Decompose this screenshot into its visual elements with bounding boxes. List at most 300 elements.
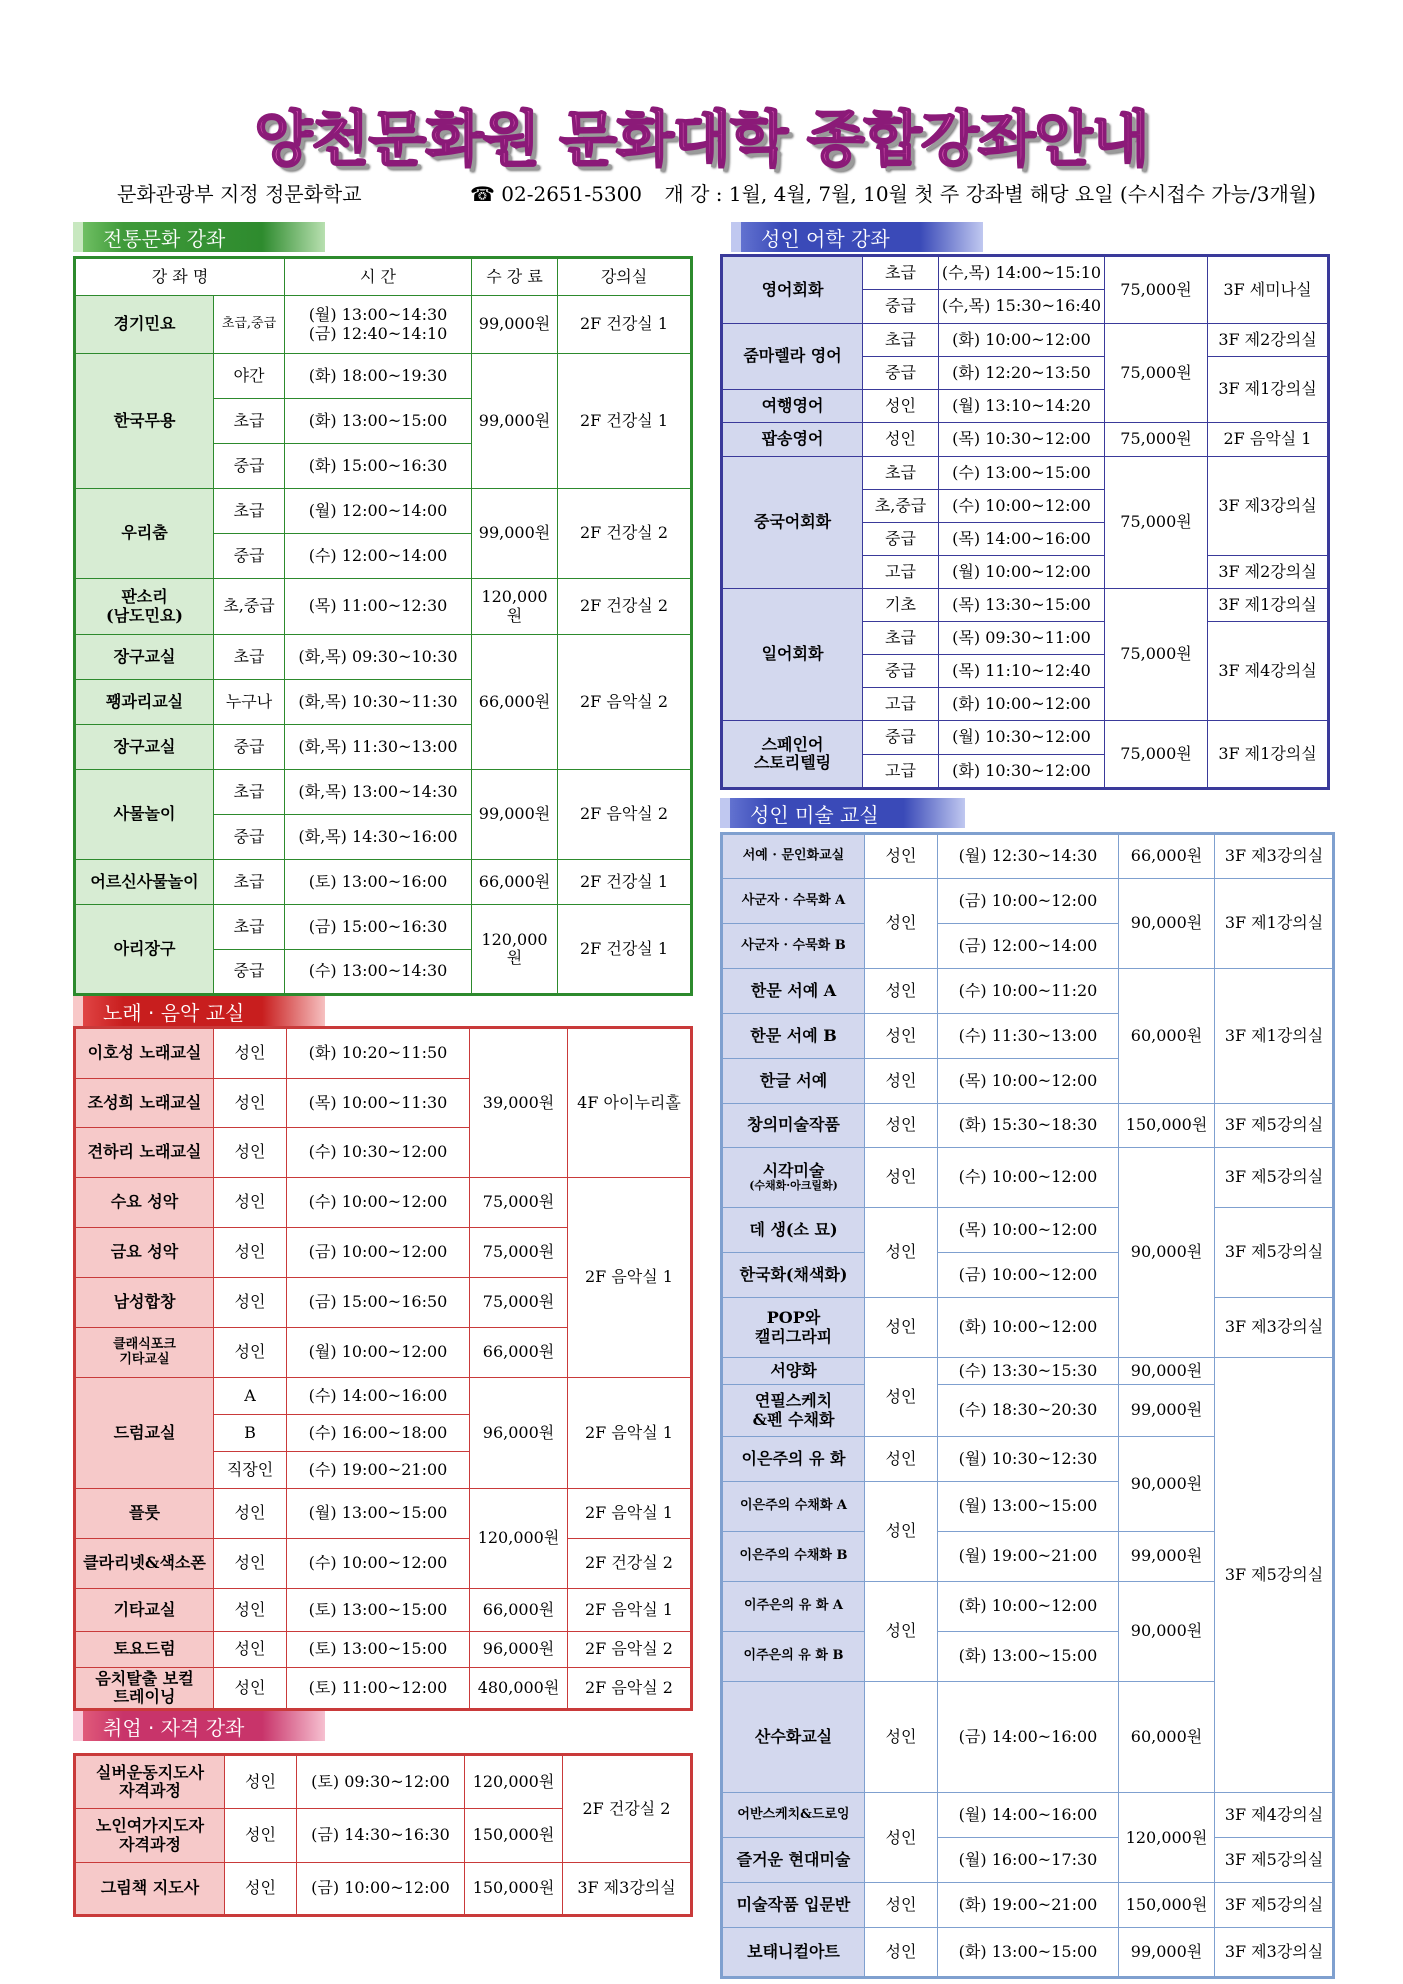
course-fee: 99,000원: [1119, 1385, 1215, 1437]
course-name: 일어회화: [722, 589, 863, 721]
course-name: 어반스케치&드로잉: [722, 1793, 865, 1838]
course-level: 누구나: [214, 680, 285, 725]
course-time: (화) 18:00~19:30: [285, 354, 472, 399]
course-level: B: [214, 1415, 287, 1452]
course-level: 초급: [214, 905, 285, 950]
course-level: 성인: [214, 1278, 287, 1328]
course-level: 성인: [214, 1489, 287, 1539]
course-name: 클라리넷&색소폰: [75, 1539, 214, 1589]
course-time: (화) 12:20~13:50: [939, 357, 1105, 390]
course-name: 플룻: [75, 1489, 214, 1539]
course-room: 2F 건강실 2: [563, 1755, 692, 1863]
course-time: (목) 14:00~16:00: [939, 523, 1105, 556]
course-time: (화) 10:20~11:50: [287, 1028, 470, 1079]
course-name: 판소리 (남도민요): [75, 579, 214, 635]
course-time: (월) 10:30~12:00: [939, 721, 1105, 755]
course-name: 사군자 · 수묵화 B: [722, 924, 865, 969]
course-room: 2F 건강실 1: [558, 860, 692, 905]
course-room: 3F 제1강의실: [1215, 969, 1334, 1104]
course-fee: 75,000원: [1105, 256, 1208, 324]
course-time: (수) 10:00~12:00: [287, 1539, 470, 1589]
course-level: 중급: [863, 523, 939, 556]
table-header-row: [75, 258, 692, 296]
course-time: (화,목) 11:30~13:00: [285, 725, 472, 770]
course-room: 2F 음악실 1: [568, 1178, 692, 1378]
course-name: 장구교실: [75, 725, 214, 770]
table-row: [75, 1178, 692, 1228]
course-fee: 120,000원: [472, 579, 558, 635]
course-time: (화,목) 10:30~11:30: [285, 680, 472, 725]
table-row: [75, 1632, 692, 1668]
table-row: [75, 1539, 692, 1589]
course-name: 경기민요: [75, 296, 214, 354]
course-fee: 90,000원: [1119, 1437, 1215, 1532]
course-fee: 96,000원: [470, 1632, 568, 1668]
course-level: 중급: [214, 534, 285, 579]
course-fee: 39,000원: [470, 1028, 568, 1178]
table-row: [75, 579, 692, 635]
language-section-header: 성인 어학 강좌: [731, 222, 983, 252]
course-fee: 90,000원: [1119, 1148, 1215, 1358]
course-name: POP와 캘리그라피: [722, 1298, 865, 1358]
course-time: (월) 19:00~21:00: [938, 1532, 1119, 1582]
course-time: (수) 10:00~12:00: [287, 1178, 470, 1228]
course-room: 2F 건강실 2: [558, 579, 692, 635]
course-fee: 75,000원: [1105, 423, 1208, 457]
course-level: 성인: [214, 1178, 287, 1228]
course-time: (토) 13:00~15:00: [287, 1589, 470, 1632]
course-time: (화,목) 14:30~16:00: [285, 815, 472, 860]
course-time: (화) 10:00~12:00: [938, 1582, 1119, 1632]
course-name: 꽹과리교실: [75, 680, 214, 725]
course-fee: 90,000원: [1119, 1358, 1215, 1385]
course-fee: 66,000원: [470, 1328, 568, 1378]
course-fee: 60,000원: [1119, 969, 1215, 1104]
table-row: [722, 1793, 1334, 1838]
career-table: [73, 1753, 693, 1917]
course-time: (화) 19:00~21:00: [938, 1883, 1119, 1928]
course-time: (화) 10:30~12:00: [939, 755, 1105, 789]
course-level: 중급: [214, 815, 285, 860]
course-room: 3F 제3강의실: [1208, 457, 1329, 556]
course-name: 줌마렐라 영어: [722, 324, 863, 390]
music-section-header: 노래 · 음악 교실: [73, 996, 325, 1026]
course-time: (수) 16:00~18:00: [287, 1415, 470, 1452]
course-name: 조성희 노래교실: [75, 1079, 214, 1128]
course-time: (월) 12:00~14:00: [285, 489, 472, 534]
course-level: 초,중급: [214, 579, 285, 635]
table-row: [722, 256, 1329, 290]
art-table: [720, 832, 1335, 1979]
course-level: 성인: [865, 1582, 938, 1682]
course-level: 성인: [865, 1148, 938, 1208]
course-time: (수) 11:30~13:00: [938, 1014, 1119, 1059]
course-time: (화) 10:00~12:00: [939, 688, 1105, 721]
course-name: 여행영어: [722, 390, 863, 423]
course-fee: 480,000원: [470, 1668, 568, 1710]
course-level: 성인: [865, 1358, 938, 1437]
contact-and-schedule: [470, 178, 1316, 207]
course-level: 성인: [214, 1589, 287, 1632]
course-level: 성인: [865, 1208, 938, 1298]
course-fee: 66,000원: [472, 635, 558, 770]
table-row: [722, 1208, 1334, 1253]
table-row: [722, 589, 1329, 622]
table-row: [722, 1298, 1334, 1358]
course-name: 사군자 · 수묵화 A: [722, 879, 865, 924]
course-time: (목) 13:30~15:00: [939, 589, 1105, 622]
course-name: 시각미술 (수채화·아크릴화): [722, 1148, 865, 1208]
course-level: 성인: [865, 1014, 938, 1059]
course-fee: 75,000원: [1105, 324, 1208, 423]
course-name: 이호성 노래교실: [75, 1028, 214, 1079]
course-time: (수) 13:00~14:30: [285, 950, 472, 995]
course-room: 2F 건강실 2: [558, 489, 692, 579]
course-level: 성인: [865, 1104, 938, 1148]
course-name: 드럼교실: [75, 1378, 214, 1489]
table-row: [722, 324, 1329, 357]
course-room: 3F 제5강의실: [1215, 1838, 1334, 1883]
table-row: [75, 1489, 692, 1539]
column-header: 시 간: [285, 258, 472, 296]
course-level: 직장인: [214, 1452, 287, 1489]
course-name: 서양화: [722, 1358, 865, 1385]
course-room: 3F 제1강의실: [1208, 721, 1329, 789]
course-level: 성인: [865, 834, 938, 879]
table-row: [75, 354, 692, 399]
course-level: 초급,중급: [214, 296, 285, 354]
course-fee: 75,000원: [1105, 457, 1208, 589]
course-time: (화) 13:00~15:00: [938, 1928, 1119, 1978]
course-name: 음치탈출 보컬 트레이닝: [75, 1668, 214, 1710]
course-fee: 99,000원: [472, 489, 558, 579]
table-row: [75, 489, 692, 534]
course-level: 고급: [863, 556, 939, 589]
course-room: 3F 제4강의실: [1208, 622, 1329, 721]
course-name: 즐거운 현대미술: [722, 1838, 865, 1883]
course-level: 중급: [214, 725, 285, 770]
course-fee: 66,000원: [1119, 834, 1215, 879]
course-fee: 75,000원: [1105, 589, 1208, 721]
table-row: [722, 1148, 1334, 1208]
course-fee: 90,000원: [1119, 879, 1215, 969]
course-room: 2F 음악실 2: [558, 770, 692, 860]
course-room: 3F 제5강의실: [1215, 1358, 1334, 1793]
course-room: 3F 제3강의실: [563, 1863, 692, 1916]
course-name: 한국화(채색화): [722, 1253, 865, 1298]
course-level: 야간: [214, 354, 285, 399]
course-time: (월) 16:00~17:30: [938, 1838, 1119, 1883]
course-room: 2F 건강실 1: [558, 296, 692, 354]
course-time: (수) 14:00~16:00: [287, 1378, 470, 1415]
course-room: 2F 음악실 1: [1208, 423, 1329, 457]
table-row: [722, 879, 1334, 924]
course-time: (금) 15:00~16:30: [285, 905, 472, 950]
course-time: (수) 12:00~14:00: [285, 534, 472, 579]
course-level: 성인: [214, 1028, 287, 1079]
course-level: 성인: [863, 390, 939, 423]
course-level: 초급: [214, 399, 285, 444]
course-name: 한문 서예 A: [722, 969, 865, 1014]
course-time: (금) 12:00~14:00: [938, 924, 1119, 969]
course-room: 2F 음악실 1: [568, 1589, 692, 1632]
course-fee: 66,000원: [472, 860, 558, 905]
course-level: 초급: [214, 770, 285, 815]
course-fee: 120,000원: [470, 1489, 568, 1589]
course-name: 데 생(소 묘): [722, 1208, 865, 1253]
course-room: 3F 제1강의실: [1215, 879, 1334, 969]
course-level: 성인: [225, 1863, 297, 1916]
course-name: 이은주의 수채화 B: [722, 1532, 865, 1582]
course-time: (화,목) 09:30~10:30: [285, 635, 472, 680]
course-name: 중국어회화: [722, 457, 863, 589]
course-time: (월) 10:30~12:30: [938, 1437, 1119, 1482]
course-room: 3F 제2강의실: [1208, 556, 1329, 589]
table-row: [75, 1028, 692, 1079]
course-name: 장구교실: [75, 635, 214, 680]
course-time: (수,목) 15:30~16:40: [939, 290, 1105, 324]
course-level: 성인: [865, 1883, 938, 1928]
course-time: (목) 10:00~12:00: [938, 1208, 1119, 1253]
course-level: 성인: [214, 1632, 287, 1668]
course-room: 2F 음악실 2: [568, 1668, 692, 1710]
course-level: 성인: [865, 969, 938, 1014]
course-room: 3F 제5강의실: [1215, 1208, 1334, 1298]
course-level: 초급: [863, 457, 939, 490]
course-time: (토) 09:30~12:00: [297, 1755, 465, 1809]
course-name: 한문 서예 B: [722, 1014, 865, 1059]
course-name: 이은주의 유 화: [722, 1437, 865, 1482]
course-name: 서예 · 문인화교실: [722, 834, 865, 879]
table-row: [75, 1755, 692, 1809]
course-name: 사물놀이: [75, 770, 214, 860]
traditional-section-header: 전통문화 강좌: [73, 222, 325, 252]
course-name: 수요 성악: [75, 1178, 214, 1228]
course-time: (월) 13:00~15:00: [938, 1482, 1119, 1532]
course-time: (월) 13:00~15:00: [287, 1489, 470, 1539]
course-room: 3F 제2강의실: [1208, 324, 1329, 357]
course-level: 성인: [214, 1079, 287, 1128]
course-time: (금) 10:00~12:00: [938, 879, 1119, 924]
course-time: (수) 13:30~15:30: [938, 1358, 1119, 1385]
course-time: (화,목) 13:00~14:30: [285, 770, 472, 815]
course-room: 3F 제3강의실: [1215, 1928, 1334, 1978]
table-row: [722, 1358, 1334, 1385]
table-row: [75, 1668, 692, 1710]
column-header: 수 강 료: [472, 258, 558, 296]
course-room: 3F 제1강의실: [1208, 357, 1329, 423]
course-time: (수) 19:00~21:00: [287, 1452, 470, 1489]
course-level: 초급: [214, 489, 285, 534]
course-name: 이주은의 유 화 A: [722, 1582, 865, 1632]
phone-number: ☎ 02-2651-5300: [470, 182, 643, 206]
table-row: [75, 860, 692, 905]
traditional-table: [73, 256, 693, 996]
course-level: 성인: [865, 1928, 938, 1978]
course-level: 초급: [863, 256, 939, 290]
course-fee: 75,000원: [470, 1178, 568, 1228]
course-time: (화) 13:00~15:00: [938, 1632, 1119, 1682]
course-fee: 150,000원: [1119, 1883, 1215, 1928]
course-fee: 60,000원: [1119, 1682, 1215, 1793]
table-row: [722, 1838, 1334, 1883]
course-time: (목) 10:30~12:00: [939, 423, 1105, 457]
course-level: 성인: [863, 423, 939, 457]
table-row: [75, 1863, 692, 1916]
column-header: 강의실: [558, 258, 692, 296]
course-level: 성인: [214, 1128, 287, 1178]
course-name: 연필스케치 &펜 수채화: [722, 1385, 865, 1437]
career-section-header: 취업 · 자격 강좌: [73, 1711, 325, 1741]
course-time: (금) 15:00~16:50: [287, 1278, 470, 1328]
course-name: 기타교실: [75, 1589, 214, 1632]
column-header: 강 좌 명: [75, 258, 285, 296]
course-level: 고급: [863, 688, 939, 721]
course-time: (화) 10:00~12:00: [938, 1298, 1119, 1358]
course-time: (수) 10:30~12:00: [287, 1128, 470, 1178]
course-time: (수,목) 14:00~15:10: [939, 256, 1105, 290]
course-name: 토요드럼: [75, 1632, 214, 1668]
course-time: (월) 10:00~12:00: [939, 556, 1105, 589]
course-level: 성인: [225, 1809, 297, 1863]
music-table: [73, 1026, 693, 1711]
course-level: 중급: [863, 290, 939, 324]
course-level: 중급: [863, 655, 939, 688]
course-level: 기초: [863, 589, 939, 622]
table-row: [722, 834, 1334, 879]
course-name: 영어회화: [722, 256, 863, 324]
course-room: 2F 음악실 1: [568, 1378, 692, 1489]
course-room: 3F 제4강의실: [1215, 1793, 1334, 1838]
course-name: 한국무용: [75, 354, 214, 489]
course-time: (수) 10:00~12:00: [939, 490, 1105, 523]
course-level: 성인: [865, 1793, 938, 1883]
course-name: 이주은의 유 화 B: [722, 1632, 865, 1682]
course-fee: 150,000원: [465, 1863, 563, 1916]
course-level: 성인: [865, 1682, 938, 1793]
course-fee: 99,000원: [1119, 1928, 1215, 1978]
course-time: (수) 10:00~12:00: [938, 1148, 1119, 1208]
course-fee: 99,000원: [472, 354, 558, 489]
course-time: (화) 10:00~12:00: [939, 324, 1105, 357]
course-room: 3F 제5강의실: [1215, 1148, 1334, 1208]
course-fee: 120,000원: [472, 905, 558, 995]
course-fee: 66,000원: [470, 1589, 568, 1632]
course-room: 3F 제5강의실: [1215, 1104, 1334, 1148]
course-fee: 99,000원: [472, 296, 558, 354]
course-level: 중급: [863, 721, 939, 755]
course-fee: 75,000원: [470, 1278, 568, 1328]
course-name: 미술작품 입문반: [722, 1883, 865, 1928]
table-row: [722, 1928, 1334, 1978]
course-time: (금) 14:30~16:30: [297, 1809, 465, 1863]
table-row: [75, 1589, 692, 1632]
course-level: 초급: [863, 622, 939, 655]
course-time: (금) 10:00~12:00: [297, 1863, 465, 1916]
course-level: 중급: [863, 357, 939, 390]
course-name: 우리춤: [75, 489, 214, 579]
course-level: 성인: [214, 1228, 287, 1278]
course-fee: 120,000원: [465, 1755, 563, 1809]
course-time: (토) 13:00~16:00: [285, 860, 472, 905]
course-time: (월) 13:10~14:20: [939, 390, 1105, 423]
course-fee: 120,000원: [1119, 1793, 1215, 1883]
course-time: (금) 10:00~12:00: [287, 1228, 470, 1278]
table-row: [75, 770, 692, 815]
schedule-note: 개 강 : 1월, 4월, 7월, 10월 첫 주 강좌별 해당 요일 (수시접수 가능/3개월): [664, 182, 1316, 206]
course-level: 초급: [863, 324, 939, 357]
course-name: 팝송영어: [722, 423, 863, 457]
course-name: 실버운동지도사 자격과정: [75, 1755, 225, 1809]
course-time: (월) 12:30~14:30: [938, 834, 1119, 879]
course-name: 견하리 노래교실: [75, 1128, 214, 1178]
course-time: (목) 11:00~12:30: [285, 579, 472, 635]
table-row: [722, 1883, 1334, 1928]
course-level: 성인: [865, 1059, 938, 1104]
page-title: 양천문화원 문화대학 종합강좌안내: [254, 105, 1149, 175]
course-level: 성인: [225, 1755, 297, 1809]
course-fee: 99,000원: [472, 770, 558, 860]
course-time: (목) 10:00~12:00: [938, 1059, 1119, 1104]
course-level: 중급: [214, 950, 285, 995]
table-row: [75, 1378, 692, 1415]
course-name: 클래식포크 기타교실: [75, 1328, 214, 1378]
course-name: 금요 성악: [75, 1228, 214, 1278]
course-name: 창의미술작품: [722, 1104, 865, 1148]
course-room: 2F 건강실 2: [568, 1539, 692, 1589]
course-room: 3F 제1강의실: [1208, 589, 1329, 622]
course-time: (월) 10:00~12:00: [287, 1328, 470, 1378]
course-time: (토) 11:00~12:00: [287, 1668, 470, 1710]
course-level: 초,중급: [863, 490, 939, 523]
course-level: 중급: [214, 444, 285, 489]
course-fee: 75,000원: [1105, 721, 1208, 789]
course-name: 이은주의 수채화 A: [722, 1482, 865, 1532]
art-section-header: 성인 미술 교실: [720, 798, 965, 828]
table-row: [722, 1104, 1334, 1148]
course-fee: 150,000원: [1119, 1104, 1215, 1148]
course-time: (금) 14:00~16:00: [938, 1682, 1119, 1793]
course-name: 남성합창: [75, 1278, 214, 1328]
course-level: 성인: [865, 1482, 938, 1582]
designation-label: 문화관광부 지정 정문화학교: [117, 182, 362, 206]
course-time: (수) 18:30~20:30: [938, 1385, 1119, 1437]
course-name: 그림책 지도사: [75, 1863, 225, 1916]
course-level: 성인: [214, 1668, 287, 1710]
course-room: 3F 제3강의실: [1215, 834, 1334, 879]
course-room: 2F 음악실 2: [558, 635, 692, 770]
table-row: [722, 969, 1334, 1014]
course-level: 성인: [865, 879, 938, 969]
course-name: 노인여가지도자 자격과정: [75, 1809, 225, 1863]
course-time: (목) 11:10~12:40: [939, 655, 1105, 688]
course-level: A: [214, 1378, 287, 1415]
course-room: 2F 건강실 1: [558, 354, 692, 489]
course-room: 4F 아이누리홀: [568, 1028, 692, 1178]
course-level: 초급: [214, 635, 285, 680]
course-level: 고급: [863, 755, 939, 789]
course-room: 2F 음악실 2: [568, 1632, 692, 1668]
course-room: 3F 세미나실: [1208, 256, 1329, 324]
course-time: (화) 15:00~16:30: [285, 444, 472, 489]
course-time: (토) 13:00~15:00: [287, 1632, 470, 1668]
course-time: (화) 15:30~18:30: [938, 1104, 1119, 1148]
course-fee: 75,000원: [470, 1228, 568, 1278]
course-level: 초급: [214, 860, 285, 905]
course-fee: 96,000원: [470, 1378, 568, 1489]
course-time: (목) 10:00~11:30: [287, 1079, 470, 1128]
course-time: (월) 14:00~16:00: [938, 1793, 1119, 1838]
